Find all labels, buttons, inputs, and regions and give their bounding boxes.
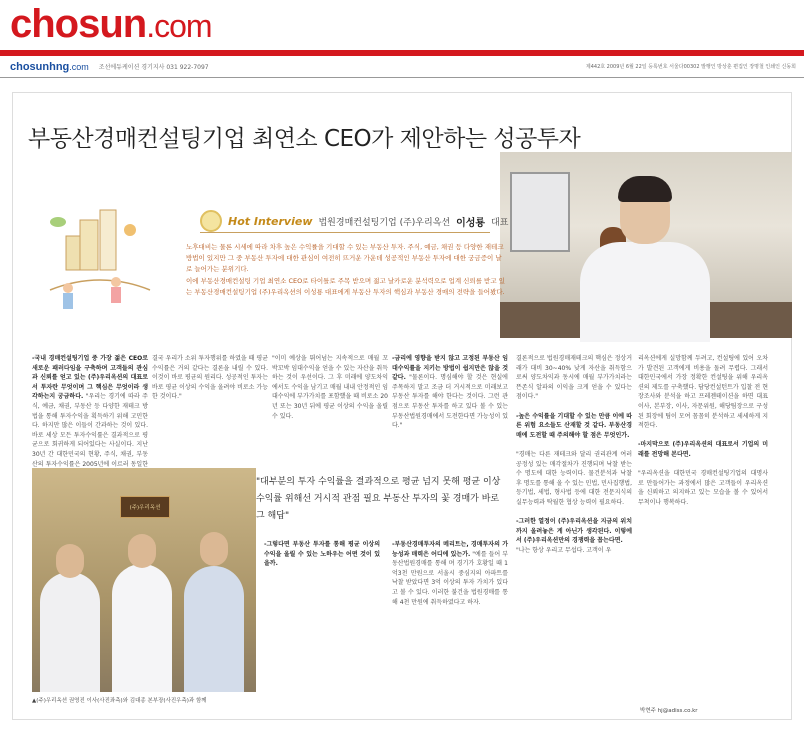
interview-divider [200, 232, 490, 233]
column-4 [516, 354, 632, 714]
ceo-hair-shape [618, 176, 672, 202]
answer-final: "나는 항상 우리고 무섭다. 고객이 우 [516, 546, 612, 554]
monitor-shape [510, 172, 570, 252]
interview-name: 이성룡 [456, 217, 486, 229]
answer-5b: "우리옥션을 대한민국 경매컨설팅기업의 대명사로 만들어가는 과정에서 많은 고객들이 우리옥션을 신뢰하고 의지하고 있는 모습을 볼 수 있어서 무척이나 행복하다. [638, 470, 768, 506]
person-left [40, 572, 100, 692]
answer-4: 결론적으로 법원경매재테크의 핵심은 정상거래가 대비 30~40% 낮게 자산을 취득함으로써 양도차익과 동시에 매월 부가가치라는 뜬존식 알파의 이익을 크게 얻을 수 있다는 점이다." [516, 355, 632, 401]
lead-paragraph-2: 이에 부동산경매컨설팅 기업 최연소 CEO로 타이틀로 주목 받으며 젊고 날카로운 분석력으로 업계 신뢰를 받고 있는 부동산경매컨설팅기업 (주)우리옥션의 이성룡 대표에게 부동산 투자의 핵심과 부동산 경매의 전략을 들어봤다. [186, 277, 505, 296]
section-logo[interactable]: chosunhng.com [10, 60, 89, 73]
chosun-logo[interactable]: chosun.com [10, 2, 212, 46]
person-right [184, 566, 244, 692]
article-headline: 부동산경매컨설팅기업 최연소 CEO가 제안하는 성공투자 [28, 126, 581, 152]
lead-paragraph-1: 노후대비는 물론 시세에 따라 차후 높은 수익률을 기대할 수 있는 부동산 투자. 주식, 예금, 채권 등 다양한 재테크 방법이 있지만 그 중 부동산 투자에 대한 관심이 여전히 뜨거운 가운데 성공적인 부동산 투자에 대한 궁금증이 날로 늘어가는 분위기다. [186, 243, 504, 273]
answer-1: "우리는 경기에 따라 주식, 예금, 채권, 부동산 등 다양한 재테크 방법을 통해 투자수익을 획득하기 위해 고민한다. 하지만 많은 이들이 간과하는 것이 있다. 바로 세상 모든 투자수익률은 결과적으로 평균으로 회귀하게 되어있다는 사실이다. 지난 30년 간 대한민국의 현황, 주식, 채권, 부동산의 투자수익률은 2005년에 이르러 동일한 [32, 393, 148, 468]
question-group: -그렇다면 부동산 투자를 통해 평균 이상의 수익을 올릴 수 있는 노하우는 어떤 것이 있을까. [264, 541, 380, 568]
interview-company: 법원경매컨설팅기업 (주)우리옥션 [318, 217, 451, 228]
photo-caption: ▲(주)우리옥션 권영진 이사(사진좌측)와 김대종 본부장(사진우측)과 함께 [32, 698, 207, 704]
pull-quote: "대부분의 투자 수익률을 결과적으로 평균 넘지 못해 평균 이상 수익률 위해선 거시적 관점 필요 부동산 투자의 꽃 경매가 바로 그 해답" [256, 477, 501, 521]
column-3 [392, 354, 508, 464]
section-bar [0, 56, 804, 78]
question-3: -금리에 영향을 받지 않고 고정된 부동산 임대수익률을 지키는 방법이 쉽지만은 않을 것 같다. [392, 355, 508, 382]
answer-mid: "예를 들어 부동산법원경매를 통해 며 경기가 호황일 때 1억3천 만원으로 서울시 중심지의 아파트를 낙찰 받았다면 3억 이상의 투자 가치가 있다고 볼 수 있다. 이러한 불건을 법원경매를 통해 4천 만원에 취득하였다고 하자. [392, 550, 508, 606]
question-final: -그러한 열정이 (주)우리옥션을 지금의 위치까지 올려놓은 게 아닌가 생각된다. 이렇에서 (주)우리옥션만의 경쟁력을 꼽는다면. [516, 518, 632, 545]
column-5 [638, 354, 768, 700]
masthead [0, 0, 804, 56]
person-left-head [56, 544, 84, 578]
group-photo [32, 468, 256, 692]
column-2b [272, 354, 388, 464]
answer-2b: "이미 예상을 뛰어넘는 지속적으로 매월 꼬박꼬박 임대수익을 얻을 수 있는 자산을 취득하는 것이 우선이다. 그 후 미래에 양도차익에서도 수익을 남기고 매월 내내 안정적인 임대수익에 부가가치를 포함했을 때 비로소 20년 또는 30년 뒤에 평균 이상의 수익을 올릴 수 있다. [272, 355, 388, 420]
column-2 [152, 354, 268, 464]
interview-label: Hot Interview [228, 214, 313, 228]
byline: 박현주 hj@adiss.co.kr [640, 708, 698, 714]
money-illustration [40, 200, 160, 320]
interview-title: 대표 [491, 217, 509, 228]
interview-header [200, 210, 508, 232]
column-1 [32, 354, 148, 468]
section-contact: 조선에듀케이션 경기지사 031 922-7097 [98, 64, 209, 71]
person-right-head [200, 532, 228, 566]
answer-2: 결국 우리가 소위 투자행위를 하였을 때 평균수익률은 거의 같다는 결론을 내릴 수 있다. 이것이 바로 평균의 원리다. 성공적인 투자는 바로 평균 이상의 수익을 올려야 비로소 가능한 것이다." [152, 355, 268, 401]
article-lead [186, 242, 506, 299]
answer-3: "물론이다. 명심해야 할 것은 현실에 주목하지 말고 조금 더 거시적으로 미래보고 부동산 투자를 해야 한다는 것이다. 그런 관점으로 부동산 투자를 하고 있다 볼 수 있는 부동산법원경매에서 도전한다면 가능성이 있다." [392, 374, 508, 430]
company-sign: (주)우리옥션 [120, 496, 170, 518]
question-4: -높은 수익률을 기대할 수 있는 만큼 이에 따른 위험 요소들도 산재할 것 같다. 부동산경매에 도전할 때 주의해야 할 점은 무엇인가. [516, 412, 632, 439]
ceo-shirt-shape [580, 242, 710, 342]
column-group-q [264, 540, 380, 712]
question-5: -마지막으로 (주)우리옥션의 대표로서 기업의 미래를 전망해 본다면. [638, 441, 768, 458]
question-1: -국내 경매컨설팅기업 중 가장 젊은 CEO로 새로운 패러다임을 구축하며 고객들의 관심과 신뢰를 얻고 있는 (주)우리옥션의 대표로서 투자란 무엇이며 그 핵심은 무엇이라 생각하는지 궁금하다. [32, 355, 148, 401]
answer-4b: "경매는 다른 재테크와 달리 권리관계 여러 공정성 있는 매각절차가 진행되며 낙찰 받는 수 명도에 대한 능력이다. 물건분석과 낙찰 후 명도를 통해 올 수 있는 민법, 민사집행법, 등기법, 세법, 형사법 등에 대한 전문지식의 실무능력과 탁월한 협상 능력이 필요하다. [516, 450, 632, 506]
question-mid: -부동산경매투자의 메리트는, 경매투자의 가능성과 매력은 어디에 있는가. [392, 541, 508, 558]
person-center [112, 564, 172, 692]
issue-info: 제442호 2009년 6월 22일 등록번호 서울다00302 발행인 방상훈 편집인 장명철 인쇄인 신동희 [585, 64, 796, 70]
answer-5: 리옥션에게 실망함께 두려고, 컨설팅에 있어 오차가 발견된 고객에게 비용을 돌려 무렵다. 그래서 대한민국에서 가장 정확한 컨설팅을 위해 우리옥션의 제도를 구축했다. 담당컨설턴트가 입찰 전 현장조사와 분석을 하고 프레젠테이션을 하면 대표이사, 본부장, 이사, 자문위원, 해당팀장으로 구성된 회장에 팀이 모여 꼼꼼히 분석하고 세세하게 지적한다. [638, 355, 768, 430]
column-mid [392, 540, 508, 712]
interview-circle-icon [200, 210, 222, 232]
person-center-head [128, 534, 156, 568]
ceo-photo [500, 152, 792, 338]
